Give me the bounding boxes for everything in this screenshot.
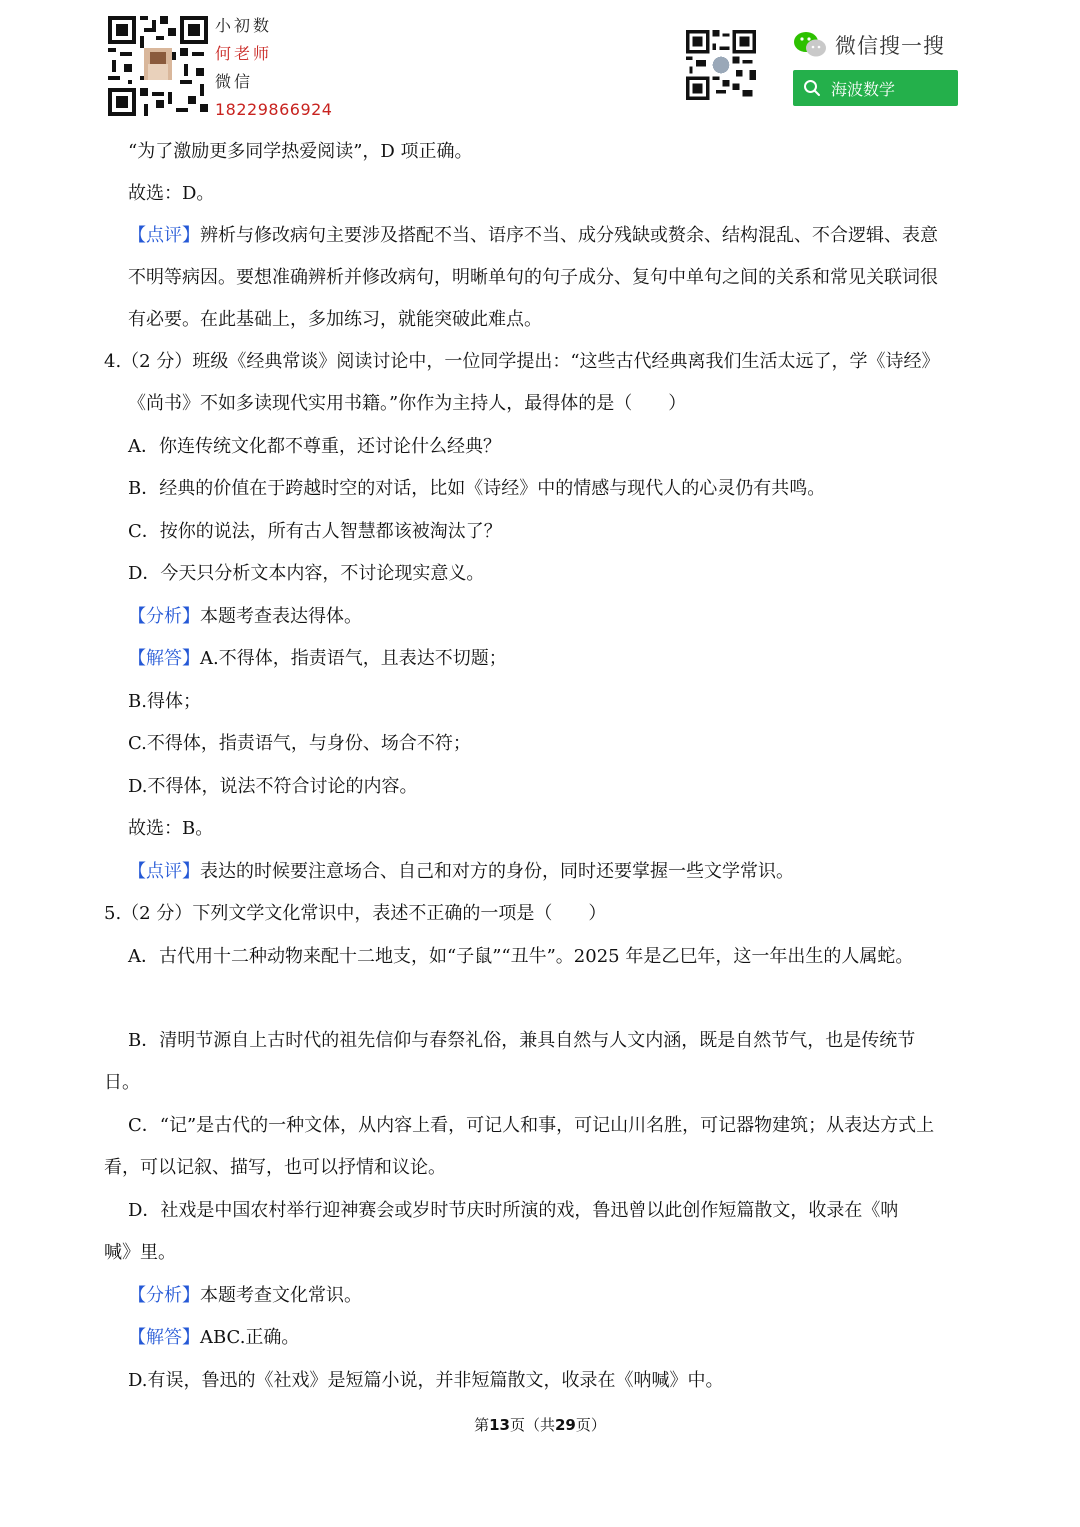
text-line bbox=[128, 945, 913, 969]
line-text: D．今天只分析文本内容，不讨论现实意义。 bbox=[128, 563, 485, 584]
line-text: A.不得体，指责语气，且表达不切题； bbox=[200, 648, 507, 669]
line-text: D．社戏是中国农村举行迎神赛会或岁时节庆时所演的戏，鲁迅曾以此创作短篇散文，收录在《呐 bbox=[128, 1200, 899, 1221]
line-text: 表达的时候要注意场合、自己和对方的身份，同时还要掌握一些文学常识。 bbox=[200, 861, 794, 882]
line-text: 本题考查表达得体。 bbox=[200, 606, 362, 627]
line-text: 本题考查文化常识。 bbox=[200, 1285, 362, 1306]
text-line bbox=[128, 1369, 724, 1393]
line-text: A．你连传统文化都不尊重，还讨论什么经典？ bbox=[128, 436, 501, 457]
contact-phone: 18229866924 bbox=[215, 100, 333, 119]
line-text: 日。 bbox=[104, 1072, 140, 1093]
text-line bbox=[128, 1114, 934, 1138]
footer-suffix: 页） bbox=[575, 1416, 606, 1434]
wechat-logo-icon bbox=[793, 31, 827, 59]
section-tag: 【点评】 bbox=[128, 225, 200, 246]
search-button[interactable] bbox=[793, 70, 958, 106]
text-line bbox=[128, 520, 502, 544]
footer-prefix: 第 bbox=[474, 1416, 490, 1434]
qr-code-contact bbox=[108, 16, 208, 116]
line-text: D.不得体，说法不符合讨论的内容。 bbox=[128, 776, 418, 797]
page-footer bbox=[0, 1414, 1080, 1435]
line-text: 喊》里。 bbox=[104, 1242, 176, 1263]
qr-code-wechat bbox=[686, 30, 756, 100]
text-line bbox=[128, 1284, 362, 1308]
footer-page-number: 13 bbox=[489, 1416, 510, 1434]
line-text: 辨析与修改病句主要涉及搭配不当、语序不当、成分残缺或赘余、结构混乱、不合逻辑、表意 bbox=[200, 225, 938, 246]
text-line bbox=[128, 732, 471, 756]
text-line bbox=[128, 182, 214, 206]
footer-middle: 页（共 bbox=[509, 1416, 555, 1434]
text-line bbox=[128, 817, 213, 841]
line-text: 故选：D。 bbox=[128, 183, 215, 204]
line-text: B．清明节源自上古时代的祖先信仰与春祭礼俗，兼具自然与人文内涵，既是自然节气，也是传统节 bbox=[128, 1030, 916, 1051]
line-text: 4.（2 分）班级《经典常谈》阅读讨论中，一位同学提出：“这些古代经典离我们生活太远了，学《诗经》 bbox=[104, 351, 940, 372]
text-line bbox=[128, 690, 201, 714]
text-line bbox=[128, 392, 686, 416]
text-line bbox=[128, 1029, 915, 1053]
line-text: A．古代用十二种动物来配十二地支，如“子鼠”“丑牛”。2025 年是乙巳年，这一年出生的人属蛇。 bbox=[128, 946, 914, 967]
text-line bbox=[104, 350, 940, 374]
text-line bbox=[128, 308, 542, 332]
contact-line-3: 微信 bbox=[215, 72, 254, 91]
search-icon bbox=[803, 79, 821, 97]
section-tag: 【解答】 bbox=[128, 1327, 200, 1348]
line-text: 5.（2 分）下列文学文化常识中，表述不正确的一项是（ ） bbox=[104, 903, 607, 924]
line-text: 看，可以记叙、描写，也可以抒情和议论。 bbox=[104, 1157, 446, 1178]
text-line bbox=[104, 1071, 140, 1095]
footer-total-pages: 29 bbox=[555, 1416, 576, 1434]
text-line bbox=[128, 1326, 299, 1350]
text-line bbox=[128, 562, 484, 586]
teacher-contact bbox=[215, 12, 332, 124]
line-text: C.不得体，指责语气，与身份、场合不符； bbox=[128, 733, 471, 754]
line-text: C．“记”是古代的一种文体，从内容上看，可记人和事，可记山川名胜，可记器物建筑；从表达方式上 bbox=[128, 1115, 935, 1136]
wechat-search-title: 微信搜一搜 bbox=[835, 34, 945, 58]
line-text: 不明等病因。要想准确辨析并修改病句，明晰单句的句子成分、复句中单句之间的关系和常见关联词很 bbox=[128, 267, 938, 288]
contact-line-1: 小初数 bbox=[215, 16, 273, 35]
text-line bbox=[104, 1241, 176, 1265]
line-text: D.有误，鲁迅的《社戏》是短篇小说，并非短篇散文，收录在《呐喊》中。 bbox=[128, 1370, 724, 1391]
text-line bbox=[104, 1156, 446, 1180]
text-line bbox=[128, 860, 794, 884]
text-line bbox=[128, 647, 507, 671]
line-text: B.得体； bbox=[128, 691, 201, 712]
line-text: C．按你的说法，所有古人智慧都该被淘汰了？ bbox=[128, 521, 502, 542]
text-line bbox=[128, 140, 473, 164]
section-tag: 【解答】 bbox=[128, 648, 200, 669]
wechat-search-widget bbox=[793, 28, 963, 106]
text-line bbox=[128, 605, 362, 629]
section-tag: 【分析】 bbox=[128, 606, 200, 627]
search-button-label: 海波数学 bbox=[831, 79, 896, 99]
line-text: B．经典的价值在于跨越时空的对话，比如《诗经》中的情感与现代人的心灵仍有共鸣。 bbox=[128, 478, 826, 499]
line-text: 《尚书》不如多读现代实用书籍。”你作为主持人，最得体的是（ ） bbox=[128, 393, 687, 414]
line-text: “为了激励更多同学热爱阅读”，D 项正确。 bbox=[128, 141, 473, 162]
page-header bbox=[0, 0, 1080, 125]
section-tag: 【分析】 bbox=[128, 1285, 200, 1306]
section-tag: 【点评】 bbox=[128, 861, 200, 882]
contact-line-2: 何老师 bbox=[215, 44, 273, 63]
text-line bbox=[128, 224, 938, 248]
text-line bbox=[128, 1199, 898, 1223]
line-text: 有必要。在此基础上，多加练习，就能突破此难点。 bbox=[128, 309, 542, 330]
text-line bbox=[128, 477, 825, 501]
text-line bbox=[128, 435, 501, 459]
line-text: ABC.正确。 bbox=[200, 1327, 300, 1348]
text-line bbox=[104, 902, 606, 926]
text-line bbox=[128, 266, 938, 290]
line-text: 故选：B。 bbox=[128, 818, 214, 839]
text-line bbox=[128, 775, 418, 799]
